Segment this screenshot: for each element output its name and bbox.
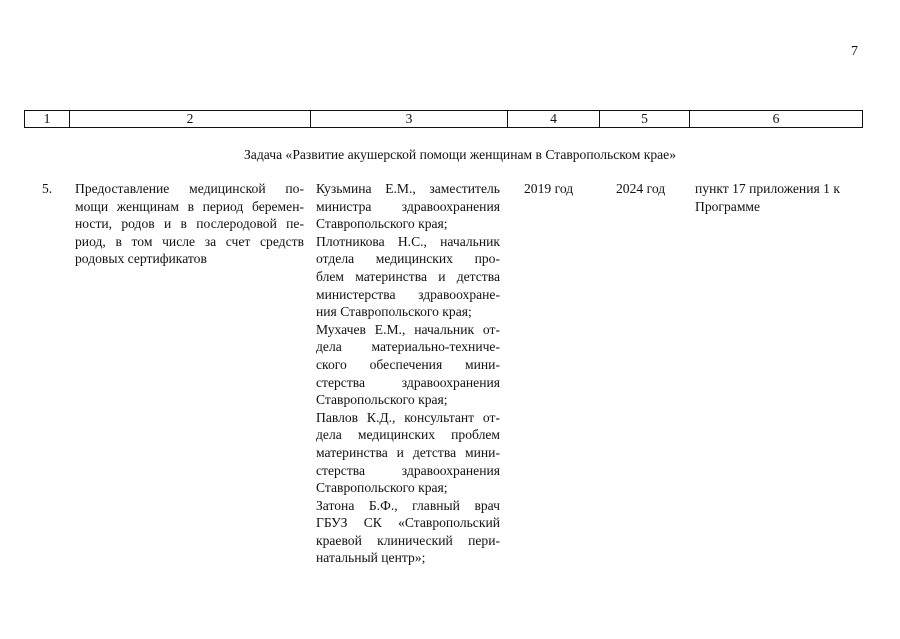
column-number-1: 1 [25, 111, 70, 128]
basis-line: пункт 17 приложения 1 к [695, 181, 840, 196]
description-line: мощи женщинам в период беремен- [75, 198, 304, 214]
responsible-line: Плотникова Н.С., начальник [316, 233, 500, 249]
responsible-line: дела материально-техниче- [316, 339, 500, 355]
responsible-line: Затона Б.Ф., главный врач [316, 497, 500, 513]
column-number-4: 4 [508, 111, 600, 128]
end-year: 2024 год [616, 181, 666, 196]
column-number-6: 6 [690, 111, 863, 128]
description-line: ности, родов и в послеродовой пе- [75, 216, 304, 232]
responsible-persons [316, 180, 500, 567]
column-number-3: 3 [311, 111, 508, 128]
responsible-line: Ставропольского края; [316, 480, 448, 496]
responsible-line: министерства здравоохране- [316, 286, 500, 302]
responsible-line: натальный центр»; [316, 550, 426, 566]
task-heading: Задача «Развитие акушерской помощи женщинам в Ставропольском крае» [244, 147, 676, 162]
responsible-line: отдела медицинских про- [316, 251, 500, 267]
start-year: 2019 год [524, 181, 574, 196]
column-number-5: 5 [600, 111, 690, 128]
responsible-line: ского обеспечения мини- [316, 356, 500, 372]
responsible-line: стерства здравоохранения [316, 462, 500, 478]
basis-reference [695, 180, 865, 215]
responsible-line: краевой клинический пери- [316, 532, 500, 548]
responsible-line: стерства здравоохранения [316, 374, 500, 390]
responsible-line: Ставропольского края; [316, 392, 448, 408]
responsible-line: Ставропольского края; [316, 216, 448, 232]
responsible-line: министра здравоохранения [316, 198, 500, 214]
column-number-header [24, 110, 863, 128]
description-line: Предоставление медицинской по- [75, 181, 304, 196]
page-number: 7 [851, 44, 858, 59]
column-number-2: 2 [70, 111, 311, 128]
basis-line: Программе [695, 198, 761, 214]
responsible-line: материнства и детства мини- [316, 444, 500, 460]
responsible-line: ГБУЗ СК «Ставропольский [316, 515, 500, 531]
row-number: 5. [42, 181, 53, 196]
responsible-line: дела медицинских проблем [316, 427, 500, 443]
description-line: родовых сертификатов [75, 251, 207, 267]
responsible-line: Павлов К.Д., консультант от- [316, 409, 500, 425]
responsible-line: Кузьмина Е.М., заместитель [316, 181, 500, 196]
responsible-line: ния Ставропольского края; [316, 304, 472, 320]
responsible-line: блем материнства и детства [316, 268, 500, 284]
description-line: риод, в том числе за счет средств [75, 233, 304, 249]
measure-description [75, 180, 304, 268]
responsible-line: Мухачев Е.М., начальник от- [316, 321, 500, 337]
